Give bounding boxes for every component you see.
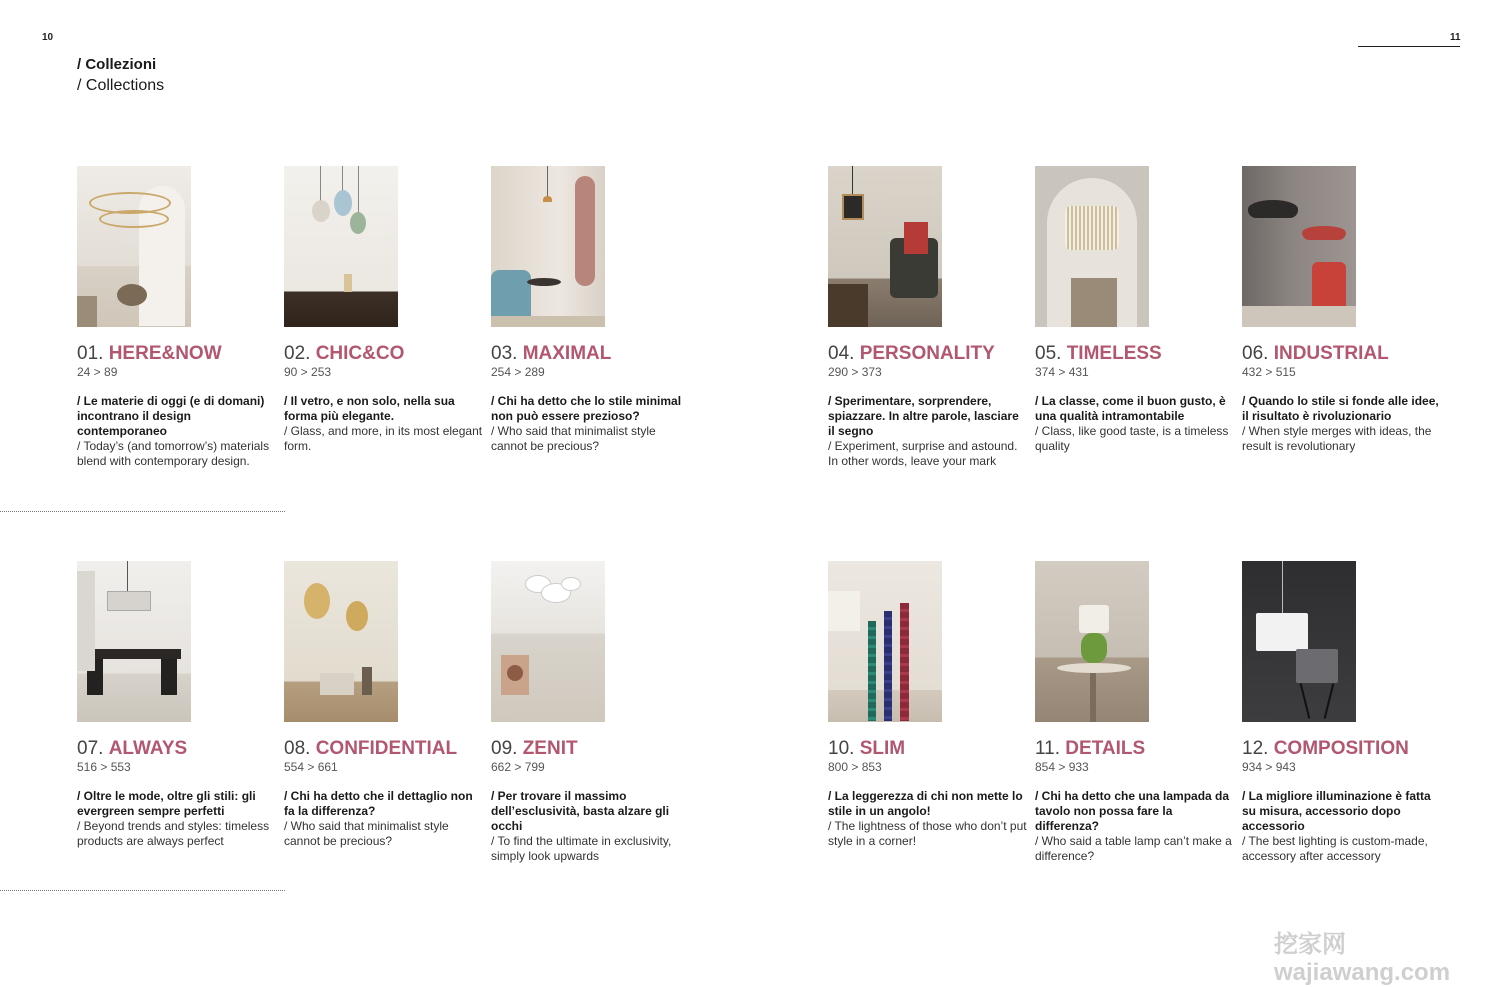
collection-card[interactable] [1035, 166, 1235, 454]
page-range: 662 > 799 [491, 760, 545, 774]
collection-image [828, 166, 942, 327]
watermark: 挖家网 wajiawang.com [1274, 931, 1451, 986]
page-range: 90 > 253 [284, 365, 332, 379]
page-range: 24 > 89 [77, 365, 118, 379]
collection-card[interactable] [828, 561, 1028, 849]
collection-description: / Per trovare il massimo dell’esclusività, basta alzare gli occhi / To find the ultimate in exclusivity, simply look upwards [491, 789, 672, 863]
collection-title: 08. CONFIDENTIAL [284, 738, 458, 759]
collection-card[interactable] [828, 166, 1028, 469]
collection-title: 01. HERE&NOW [77, 343, 222, 364]
divider-bottom [0, 890, 285, 891]
collection-image [1035, 561, 1149, 722]
collection-image [1242, 561, 1356, 722]
page-range: 934 > 943 [1242, 760, 1296, 774]
collection-card[interactable] [77, 561, 277, 849]
collection-title: 02. CHIC&CO [284, 343, 405, 364]
collection-title: 12. COMPOSITION [1242, 738, 1409, 759]
collection-title: 11. DETAILS [1035, 738, 1146, 759]
collection-image [77, 561, 191, 722]
collection-title: 06. INDUSTRIAL [1242, 343, 1389, 364]
collection-image [284, 561, 398, 722]
collection-title: 10. SLIM [828, 738, 906, 759]
collection-image [828, 561, 942, 722]
collection-description: / Le materie di oggi (e di domani) incontrano il design contemporaneo / Today’s (and tomorrow’s) materials blend with contemporary design. [77, 394, 270, 468]
page-number-right: 11 [1450, 32, 1461, 43]
page-range: 432 > 515 [1242, 365, 1296, 379]
collection-image [1035, 166, 1149, 327]
collection-description: / La migliore illuminazione è fatta su misura, accessorio dopo accessorio / The best lighting is custom-made, accessory after accessory [1242, 789, 1431, 863]
page-range: 854 > 933 [1035, 760, 1089, 774]
collection-card[interactable] [284, 561, 484, 849]
header-title: / Collections [77, 77, 165, 94]
collection-title: 07. ALWAYS [77, 738, 188, 759]
page-range: 254 > 289 [491, 365, 545, 379]
collection-image [491, 166, 605, 327]
collection-description: / Oltre le mode, oltre gli stili: gli evergreen sempre perfetti / Beyond trends and styles: timeless products are always perfect [77, 789, 270, 848]
page-number-left: 10 [42, 32, 54, 43]
divider-top [0, 511, 285, 512]
collection-card[interactable] [77, 166, 277, 469]
collection-image [284, 166, 398, 327]
collection-image [491, 561, 605, 722]
collection-card[interactable] [491, 166, 691, 454]
collection-image [77, 166, 191, 327]
page-range: 374 > 431 [1035, 365, 1089, 379]
collection-card[interactable] [1035, 561, 1235, 864]
page-range: 516 > 553 [77, 760, 131, 774]
collection-title: 03. MAXIMAL [491, 343, 612, 364]
collection-title: 05. TIMELESS [1035, 343, 1162, 364]
collection-card[interactable] [491, 561, 691, 864]
header-title-bold: / Collezioni [77, 56, 157, 73]
collection-description: / Sperimentare, sorprendere, spiazzare. In altre parole, lasciare il segno / Experiment, surprise and astound. In other words, leave your mark [828, 394, 1019, 468]
page-range: 290 > 373 [828, 365, 882, 379]
page-header [77, 56, 164, 96]
collection-description: / La classe, come il buon gusto, è una qualità intramontabile / Class, like good taste, is a timeless quality [1035, 394, 1229, 453]
collection-card[interactable] [284, 166, 484, 454]
collection-title: 04. PERSONALITY [828, 343, 995, 364]
page-range: 800 > 853 [828, 760, 882, 774]
collection-description: / Quando lo stile si fonde alle idee, il risultato è rivoluzionario / When style merges with ideas, the result is revolutionary [1242, 394, 1439, 453]
collection-description: / Il vetro, e non solo, nella sua forma più elegante. / Glass, and more, in its most elegant form. [284, 394, 483, 453]
page-range: 554 > 661 [284, 760, 338, 774]
header-rule [1358, 46, 1460, 47]
collection-description: / Chi ha detto che lo stile minimal non può essere prezioso? / Who said that minimalist style cannot be precious? [491, 394, 682, 453]
collection-card[interactable] [1242, 561, 1442, 864]
collection-image [1242, 166, 1356, 327]
collection-description: / Chi ha detto che il dettaglio non fa la differenza? / Who said that minimalist style cannot be precious? [284, 789, 473, 848]
collection-description: / La leggerezza di chi non mette lo stile in un angolo! / The lightness of those who don’t put style in a corner! [828, 789, 1027, 848]
collection-title: 09. ZENIT [491, 738, 578, 759]
collection-description: / Chi ha detto che una lampada da tavolo non possa fare la differenza? / Who said a table lamp can’t make a difference? [1035, 789, 1232, 863]
collection-card[interactable] [1242, 166, 1442, 454]
